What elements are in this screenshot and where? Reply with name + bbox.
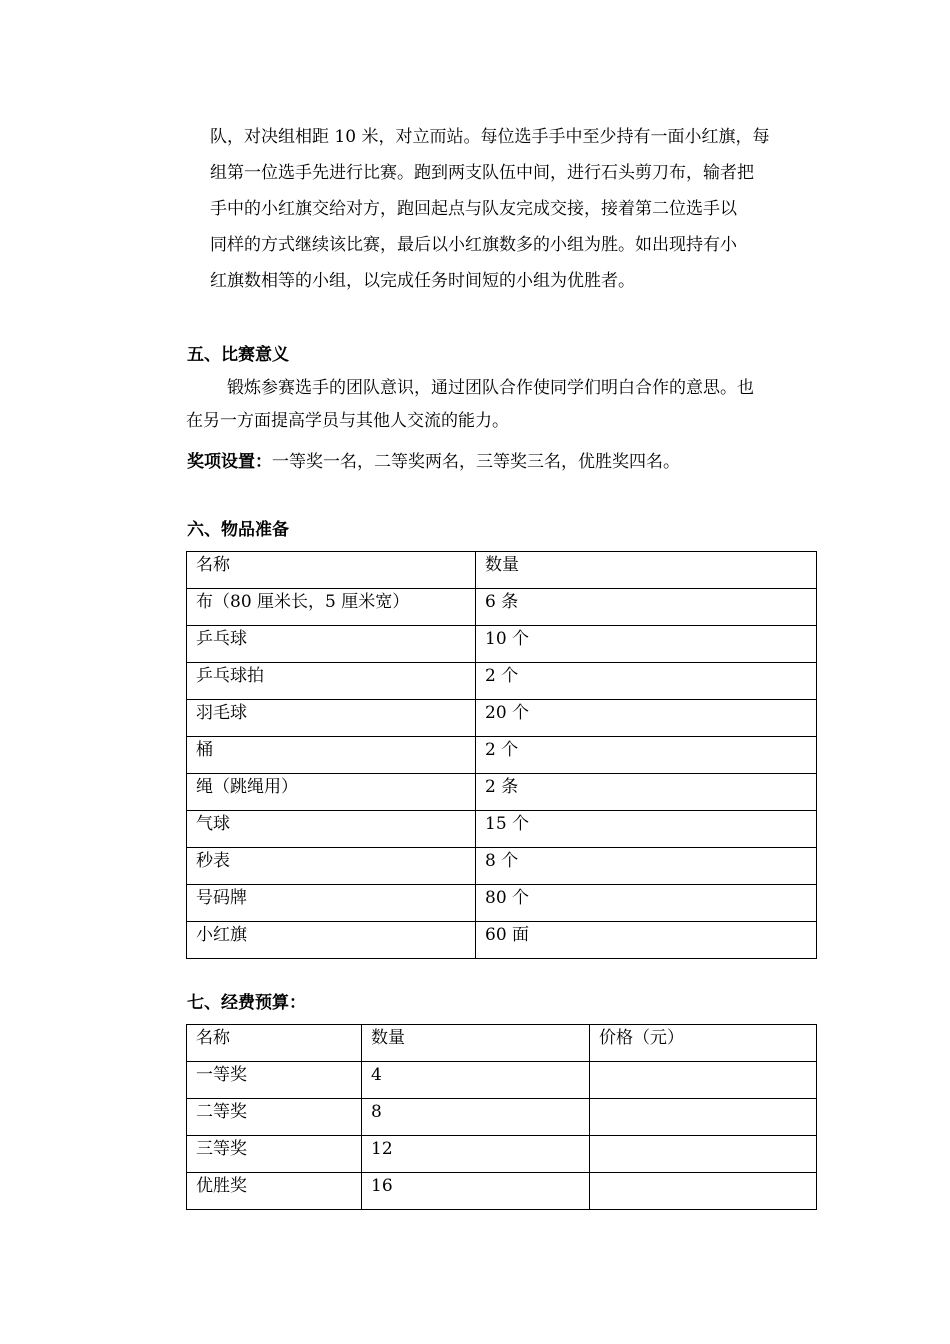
table-header-row	[187, 1025, 817, 1062]
table-row	[187, 774, 817, 811]
header-cell: 数量	[362, 1025, 590, 1062]
prize-name-cell: 三等奖	[187, 1136, 362, 1173]
paragraph-line: 锻炼参赛选手的团队意识，通过团队合作使同学们明白合作的意思。也	[227, 378, 754, 398]
item-name-cell: 乒乓球	[187, 626, 476, 663]
table-row	[187, 589, 817, 626]
paragraph-line: 同样的方式继续该比赛，最后以小红旗数多的小组为胜。如出现持有小	[210, 235, 737, 255]
item-name-cell: 乒乓球拍	[187, 663, 476, 700]
section-heading-significance: 五、比赛意义	[187, 345, 289, 365]
table-row	[187, 1099, 817, 1136]
item-name-cell: 秒表	[187, 848, 476, 885]
paragraph-line: 在另一方面提高学员与其他人交流的能力。	[186, 411, 509, 431]
table-row	[187, 700, 817, 737]
item-qty-cell: 2 个	[476, 737, 817, 774]
table-row	[187, 922, 817, 959]
prize-price-cell	[590, 1062, 817, 1099]
prize-price-cell	[590, 1173, 817, 1210]
item-qty-cell: 10 个	[476, 626, 817, 663]
item-qty-cell: 80 个	[476, 885, 817, 922]
item-name-cell: 号码牌	[187, 885, 476, 922]
prize-qty-cell: 8	[362, 1099, 590, 1136]
header-cell: 数量	[476, 552, 817, 589]
awards-label: 奖项设置：	[187, 452, 272, 472]
significance-paragraph	[186, 372, 816, 438]
header-cell: 名称	[187, 552, 476, 589]
table-header-row	[187, 552, 817, 589]
prize-qty-cell: 12	[362, 1136, 590, 1173]
item-name-cell: 羽毛球	[187, 700, 476, 737]
table-row	[187, 663, 817, 700]
item-qty-cell: 20 个	[476, 700, 817, 737]
paragraph-line: 红旗数相等的小组，以完成任务时间短的小组为优胜者。	[210, 271, 635, 291]
header-cell: 价格（元）	[590, 1025, 817, 1062]
table-row	[187, 885, 817, 922]
paragraph-line: 队，对决组相距 10 米，对立而站。每位选手手中至少持有一面小红旗，每	[210, 127, 770, 147]
prize-price-cell	[590, 1136, 817, 1173]
prize-name-cell: 一等奖	[187, 1062, 362, 1099]
rules-paragraph	[186, 119, 816, 299]
table-row	[187, 1136, 817, 1173]
item-name-cell: 绳（跳绳用）	[187, 774, 476, 811]
awards-text: 一等奖一名，二等奖两名，三等奖三名，优胜奖四名。	[272, 452, 680, 472]
table-row	[187, 626, 817, 663]
paragraph-line: 手中的小红旗交给对方，跑回起点与队友完成交接，接着第二位选手以	[210, 199, 737, 219]
paragraph-line: 组第一位选手先进行比赛。跑到两支队伍中间，进行石头剪刀布，输者把	[210, 163, 754, 183]
item-name-cell: 布（80 厘米长，5 厘米宽）	[187, 589, 476, 626]
item-qty-cell: 15 个	[476, 811, 817, 848]
prize-price-cell	[590, 1099, 817, 1136]
header-cell: 名称	[187, 1025, 362, 1062]
item-name-cell: 小红旗	[187, 922, 476, 959]
awards-line	[187, 449, 680, 475]
table-row	[187, 737, 817, 774]
prize-qty-cell: 4	[362, 1062, 590, 1099]
budget-table	[186, 1024, 817, 1210]
table-row	[187, 811, 817, 848]
section-heading-supplies: 六、物品准备	[187, 520, 289, 540]
table-row	[187, 1062, 817, 1099]
table-row	[187, 848, 817, 885]
item-qty-cell: 8 个	[476, 848, 817, 885]
section-heading-budget: 七、经费预算：	[187, 993, 306, 1013]
table-row	[187, 1173, 817, 1210]
prize-qty-cell: 16	[362, 1173, 590, 1210]
item-name-cell: 气球	[187, 811, 476, 848]
item-qty-cell: 6 条	[476, 589, 817, 626]
prize-name-cell: 二等奖	[187, 1099, 362, 1136]
item-qty-cell: 60 面	[476, 922, 817, 959]
item-qty-cell: 2 个	[476, 663, 817, 700]
item-qty-cell: 2 条	[476, 774, 817, 811]
item-name-cell: 桶	[187, 737, 476, 774]
prize-name-cell: 优胜奖	[187, 1173, 362, 1210]
supplies-table	[186, 551, 817, 959]
